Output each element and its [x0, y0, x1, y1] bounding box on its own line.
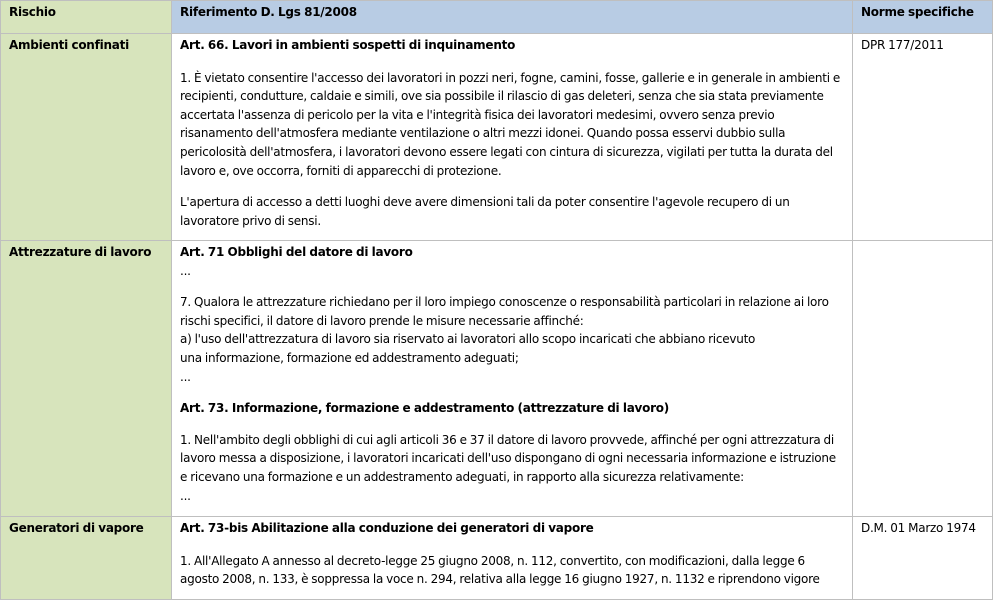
risk-cell: Generatori di vapore [1, 517, 172, 600]
header-norms: Norme specifiche [853, 1, 993, 34]
header-reference: Riferimento D. Lgs 81/2008 [172, 1, 853, 34]
table-row [1, 34, 993, 241]
article-paragraph: 1. È vietato consentire l'accesso dei lavoratori in pozzi neri, fogne, camini, fosse, gallerie e in generale in ambienti e recipienti, condutture, caldaie e simili, ove sia possibile il rilascio di gas deleteri, senza che sia stata previamente accertata l'assenza di pericolo per la vita e l'integrità fisica dei lavoratori medesimi, ovvero senza previo risanamento dell'atmosfera mediante ventilazione o altri mezzi idonei. Quando possa esservi dubbio sulla pericolosità dell'atmosfera, i lavoratori devono essere legati con cintura di sicurezza, vigilati per tutta la durata del lavoro e, ove occorra, forniti di apparecchi di protezione. [180, 70, 840, 178]
header-risk: Rischio [1, 1, 172, 34]
reference-cell [172, 517, 853, 600]
norms-cell: D.M. 01 Marzo 1974 [853, 517, 993, 600]
article-paragraph: 1. All'Allegato A annesso al decreto-legge 25 giugno 2008, n. 112, convertito, con modificazioni, dalla legge 6 agosto 2008, n. 133, è soppressa la voce n. 294, relativa alla legge 16 giugno 1927, n. 1132 e riprendono vigore [180, 553, 820, 587]
risk-cell: Ambienti confinati [1, 34, 172, 241]
norms-cell: DPR 177/2011 [853, 34, 993, 241]
article-title: Art. 71 Obblighi del datore di lavoro [180, 245, 413, 259]
article-paragraph: 7. Qualora le attrezzature richiedano per il loro impiego conoscenze o responsabilità particolari in relazione ai loro rischi specifici, il datore di lavoro prende le misure necessarie affinché: [180, 295, 829, 328]
article-title: Art. 73-bis Abilitazione alla conduzione dei generatori di vapore [180, 521, 594, 535]
article-paragraph: L'apertura di accesso a detti luoghi deve avere dimensioni tali da poter consentire l'agevole recupero di un lavoratore privo di sensi. [180, 195, 790, 228]
norms-cell [853, 241, 993, 517]
article-title: Art. 66. Lavori in ambienti sospetti di inquinamento [180, 38, 516, 52]
ellipsis: ... [180, 263, 191, 278]
risk-cell: Attrezzature di lavoro [1, 241, 172, 517]
article-paragraph: una informazione, formazione ed addestramento adeguati; [180, 350, 519, 365]
ellipsis: ... [180, 369, 191, 384]
ellipsis: ... [180, 488, 191, 503]
table-row [1, 241, 993, 517]
article-title: Art. 73. Informazione, formazione e addestramento (attrezzature di lavoro) [180, 401, 670, 416]
reference-cell [172, 241, 853, 517]
article-paragraph: a) l'uso dell'attrezzatura di lavoro sia riservato ai lavoratori allo scopo incaricati che abbiano ricevuto [180, 332, 756, 347]
article-paragraph: 1. Nell'ambito degli obblighi di cui agli articoli 36 e 37 il datore di lavoro provvede, affinché per ogni attrezzatura di lavoro messa a disposizione, i lavoratori incaricati dell'uso dispongano di ogni necessaria informazione e istruzione e ricevano una formazione e un addestramento adeguati, in rapporto alla sicurezza relativamente: [180, 432, 836, 484]
table-header-row [1, 1, 993, 34]
reference-cell [172, 34, 853, 241]
table-row [1, 517, 993, 600]
